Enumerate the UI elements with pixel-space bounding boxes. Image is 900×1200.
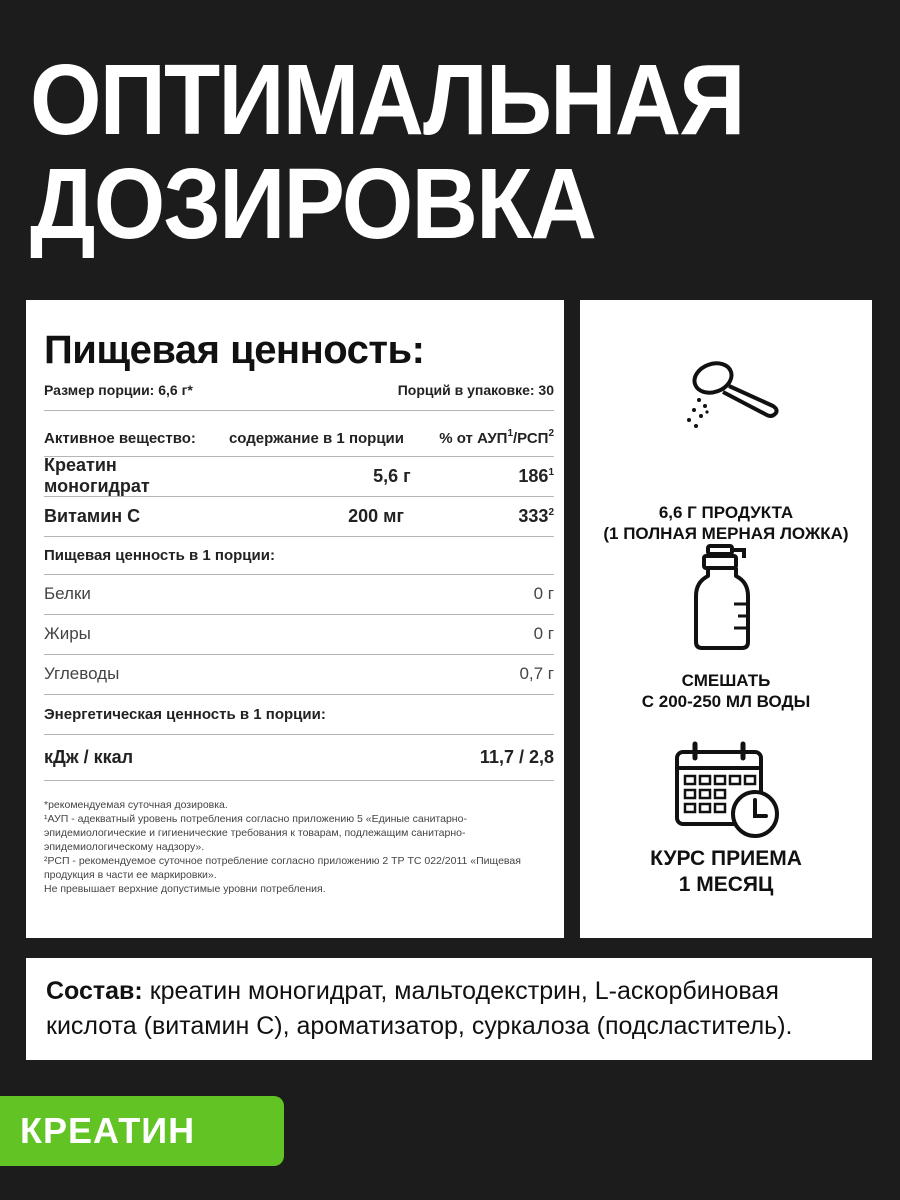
divider [44,780,554,781]
active-name: Креатин моногидрат [44,455,150,496]
active-name: Витамин С [44,505,141,526]
footnote: ²РСП - рекомендуемое суточное потребление согласно приложению 2 ТР ТС 022/2011 «Пищевая продукция в части ее маркировки». [44,855,521,881]
step-mix [580,542,872,712]
headline-line-2: ДОЗИРОВКА [30,148,596,260]
macro-value: 0,7 г [519,664,554,683]
footnote: ¹АУП - адекватный уровень потребления согласно приложению 5 «Единые санитарно-эпидемиологические и гигиенические требования к товарам, подлежащим санитарно-эпидемиологическому надзору». [44,813,467,853]
servings-per-pack: Порций в упаковке: 30 [397,382,554,398]
composition-ingredients: креатин моногидрат, мальтодекстрин, L-аскорбиновая кислота (витамин С), ароматизатор, суркалоза (подсластитель). [46,977,793,1040]
table-row [44,456,554,496]
header-active: Активное вещество: [44,429,196,447]
headline-line-1: ОПТИМАЛЬНАЯ [30,44,744,156]
composition-label: Состав: [46,977,143,1005]
divider [44,410,554,411]
composition-text [46,974,856,1044]
nutrition-title: Пищевая ценность: [44,328,425,372]
step-course [580,740,872,898]
step-mix-line-1: СМЕШАТЬ [681,671,771,690]
energy-name: кДж / ккал [44,746,134,767]
footnotes [44,798,552,896]
macro-value: 0 г [533,624,554,643]
table-row [44,654,554,694]
table-row [44,734,554,780]
active-amount: 200 мг [348,505,404,526]
macro-name: Жиры [44,624,91,643]
table-row [44,496,554,536]
step-dose-line-1: 6,6 Г ПРОДУКТА [658,503,794,522]
step-mix-line-2: С 200-250 МЛ ВОДЫ [641,692,811,711]
product-badge: КРЕАТИН [0,1096,284,1166]
energy-value: 11,7 / 2,8 [479,746,554,767]
header-percent: % от АУП$^1$/РСП$^2$ [439,427,554,447]
per-serving-label: Пищевая ценность в 1 порции: [44,546,275,564]
step-course-line-1: КУРС ПРИЕМА [650,847,802,870]
headline [30,44,812,260]
table-row [44,614,554,654]
footnote: *рекомендуемая суточная дозировка. [44,799,228,811]
footnote: Не превышает верхние допустимые уровни потребления. [44,883,326,895]
macro-name: Углеводы [44,664,120,683]
serving-size: Размер порции: 6,6 г* [44,382,193,398]
active-percent: $186^1$ [518,465,554,486]
table-header [44,420,554,456]
composition-panel [26,958,872,1060]
spoon-icon [661,348,791,438]
step-course-line-2: 1 МЕСЯЦ [678,873,774,896]
active-amount: 5,6 г [373,465,411,486]
calendar-clock-icon [671,740,781,840]
header-amount: содержание в 1 порции [228,429,404,447]
active-percent: $333^2$ [518,505,554,526]
macro-name: Белки [44,584,91,603]
dosage-steps-panel [580,300,872,938]
shaker-bottle-icon [686,542,766,654]
step-dose [580,348,872,544]
serving-info [44,382,554,398]
table-row [44,574,554,614]
energy-label: Энергетическая ценность в 1 порции: [44,705,326,723]
macro-value: 0 г [533,584,554,603]
nutrition-panel [26,300,564,938]
step-dose-line-2: (1 ПОЛНАЯ МЕРНАЯ ЛОЖКА) [603,524,849,543]
